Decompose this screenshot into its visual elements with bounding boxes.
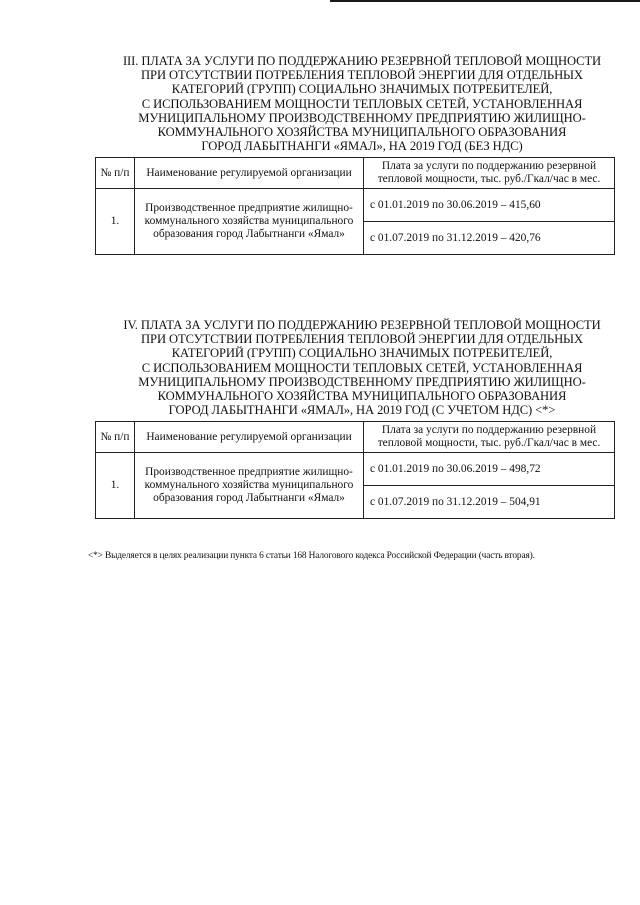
- section-4: [95, 318, 615, 519]
- section-3-heading: [95, 54, 615, 153]
- heading-line: КОММУНАЛЬНОГО ХОЗЯЙСТВА МУНИЦИПАЛЬНОГО ОБРАЗОВАНИЯ: [157, 125, 567, 140]
- table-row: [96, 453, 615, 486]
- row-num: 1.: [96, 189, 135, 255]
- row-organization: Производственное предприятие жилищно-коммунального хозяйства муниципального образования город Лабытнанги «Ямал»: [135, 189, 364, 255]
- section-4-table: [95, 421, 615, 519]
- heading-line: ГОРОД ЛАБЫТНАНГИ «ЯМАЛ», НА 2019 ГОД (БЕЗ НДС): [201, 139, 523, 154]
- row-fee-period-1: с 01.01.2019 по 30.06.2019 – 498,72: [364, 453, 615, 486]
- header-name: Наименование регулируемой организации: [135, 422, 364, 453]
- header-fee: Плата за услуги по поддержанию резервной тепловой мощности, тыс. руб./Гкал/час в мес.: [364, 158, 615, 189]
- vat-footnote: <*> Выделяется в целях реализации пункта 6 статьи 168 Налогового кодекса Российской Федерации (часть вторая).: [88, 551, 535, 561]
- heading-line: КОММУНАЛЬНОГО ХОЗЯЙСТВА МУНИЦИПАЛЬНОГО ОБРАЗОВАНИЯ: [157, 389, 567, 404]
- row-fee-period-1: с 01.01.2019 по 30.06.2019 – 415,60: [364, 189, 615, 222]
- section-3: [95, 54, 615, 255]
- section-3-table: [95, 157, 615, 255]
- row-organization: Производственное предприятие жилищно-коммунального хозяйства муниципального образования город Лабытнанги «Ямал»: [135, 453, 364, 519]
- table-header-row: [96, 422, 615, 453]
- heading-line: III. ПЛАТА ЗА УСЛУГИ ПО ПОДДЕРЖАНИЮ РЕЗЕРВНОЙ ТЕПЛОВОЙ МОЩНОСТИ: [122, 54, 602, 68]
- heading-line: КАТЕГОРИЙ (ГРУПП) СОЦИАЛЬНО ЗНАЧИМЫХ ПОТРЕБИТЕЛЕЙ,: [171, 82, 553, 97]
- heading-line: С ИСПОЛЬЗОВАНИЕМ МОЩНОСТИ ТЕПЛОВЫХ СЕТЕЙ, УСТАНОВЛЕННАЯ: [141, 360, 583, 375]
- heading-line: МУНИЦИПАЛЬНОМУ ПРОИЗВОДСТВЕННОМУ ПРЕДПРИЯТИЮ ЖИЛИЩНО-: [138, 110, 586, 125]
- heading-line: С ИСПОЛЬЗОВАНИЕМ МОЩНОСТИ ТЕПЛОВЫХ СЕТЕЙ, УСТАНОВЛЕННАЯ: [141, 96, 583, 111]
- heading-line: IV. ПЛАТА ЗА УСЛУГИ ПО ПОДДЕРЖАНИЮ РЕЗЕРВНОЙ ТЕПЛОВОЙ МОЩНОСТИ: [123, 318, 601, 332]
- table-row: [96, 189, 615, 222]
- row-fee-period-2: с 01.07.2019 по 31.12.2019 – 504,91: [364, 486, 615, 519]
- heading-line: МУНИЦИПАЛЬНОМУ ПРОИЗВОДСТВЕННОМУ ПРЕДПРИЯТИЮ ЖИЛИЩНО-: [138, 374, 586, 389]
- header-num: № п/п: [96, 422, 135, 453]
- header-num: № п/п: [96, 158, 135, 189]
- heading-line: КАТЕГОРИЙ (ГРУПП) СОЦИАЛЬНО ЗНАЧИМЫХ ПОТРЕБИТЕЛЕЙ,: [171, 346, 553, 361]
- row-num: 1.: [96, 453, 135, 519]
- heading-line: ПРИ ОТСУТСТВИИ ПОТРЕБЛЕНИЯ ТЕПЛОВОЙ ЭНЕРГИИ ДЛЯ ОТДЕЛЬНЫХ: [141, 68, 583, 83]
- row-fee-period-2: с 01.07.2019 по 31.12.2019 – 420,76: [364, 222, 615, 255]
- heading-line: ГОРОД ЛАБЫТНАНГИ «ЯМАЛ», НА 2019 ГОД (С УЧЕТОМ НДС) <*>: [168, 403, 556, 418]
- header-fee: Плата за услуги по поддержанию резервной тепловой мощности, тыс. руб./Гкал/час в мес.: [364, 422, 615, 453]
- scan-edge-line: [330, 0, 640, 2]
- heading-line: ПРИ ОТСУТСТВИИ ПОТРЕБЛЕНИЯ ТЕПЛОВОЙ ЭНЕРГИИ ДЛЯ ОТДЕЛЬНЫХ: [141, 332, 583, 347]
- header-name: Наименование регулируемой организации: [135, 158, 364, 189]
- section-4-heading: [95, 318, 615, 417]
- table-header-row: [96, 158, 615, 189]
